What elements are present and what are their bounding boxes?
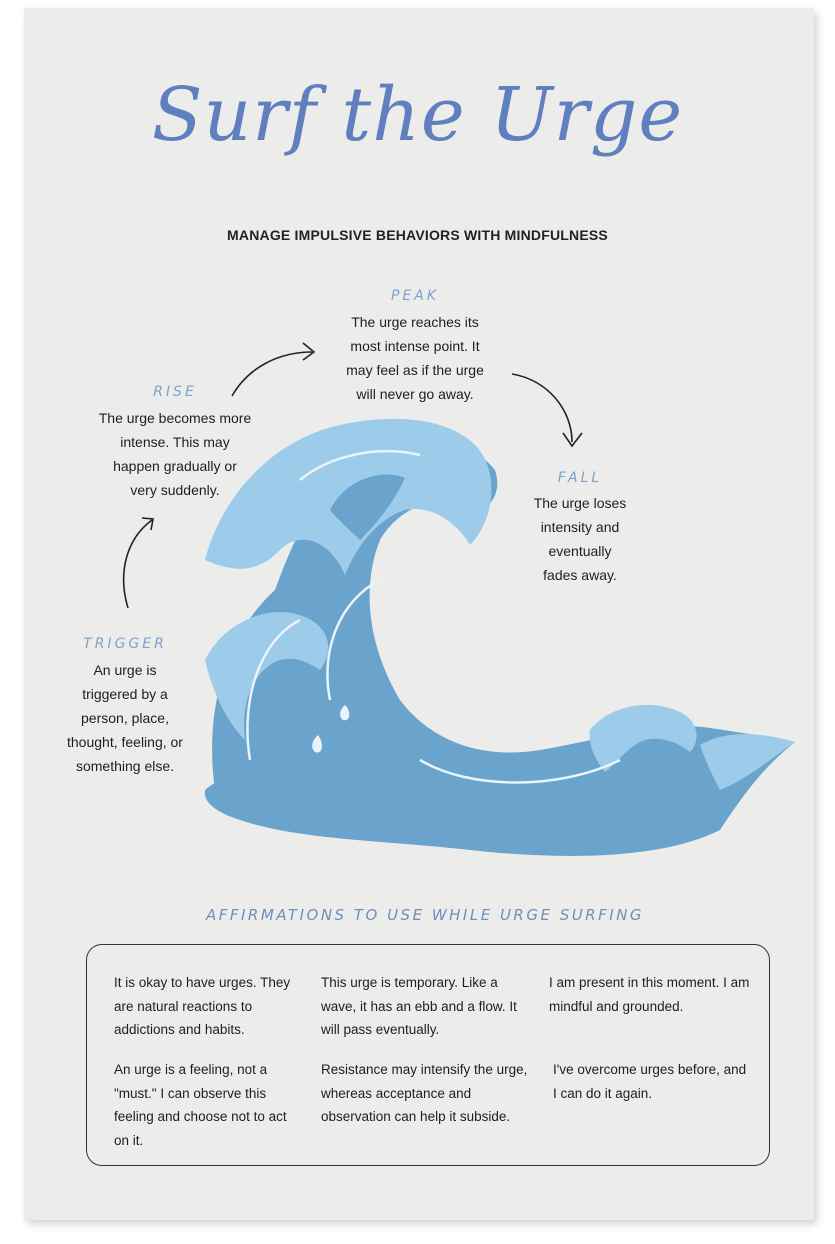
affirmation-item: It is okay to have urges. They are natural reactions to addictions and habits. bbox=[114, 975, 291, 1037]
affirmation-item: I've overcome urges before, and I can do it again. bbox=[553, 1062, 747, 1101]
affirmation-item: Resistance may intensify the urge, whereas acceptance and observation can help it subside. bbox=[321, 1062, 528, 1124]
rise-heading: RISE bbox=[153, 384, 197, 400]
trigger-text: An urge is triggered by a person, place, thought, feeling, or something else. bbox=[67, 662, 183, 774]
page-title: Surf the Urge bbox=[151, 72, 684, 158]
affirmation-item: An urge is a feeling, not a "must." I can observe this feeling and choose not to act on it. bbox=[114, 1062, 287, 1148]
affirmation-item: This urge is temporary. Like a wave, it has an ebb and a flow. It will pass eventually. bbox=[321, 975, 517, 1037]
trigger-heading: TRIGGER bbox=[83, 636, 167, 652]
arrow-trigger-to-rise bbox=[124, 520, 152, 608]
fall-text: The urge loses intensity and eventually fades away. bbox=[533, 495, 627, 583]
page-subtitle: MANAGE IMPULSIVE BEHAVIORS WITH MINDFULNESS bbox=[227, 227, 608, 243]
affirmations-heading: AFFIRMATIONS TO USE WHILE URGE SURFING bbox=[205, 906, 645, 924]
rise-text: The urge becomes more intense. This may happen gradually or very suddenly. bbox=[98, 410, 252, 498]
peak-heading: PEAK bbox=[390, 288, 440, 304]
arrow-peak-to-fall bbox=[512, 374, 572, 442]
fall-heading: FALL bbox=[557, 470, 603, 486]
peak-text: The urge reaches its most intense point. It may feel as if the urge will never go away. bbox=[346, 314, 484, 402]
affirmation-item: I am present in this moment. I am mindful and grounded. bbox=[549, 975, 750, 1014]
